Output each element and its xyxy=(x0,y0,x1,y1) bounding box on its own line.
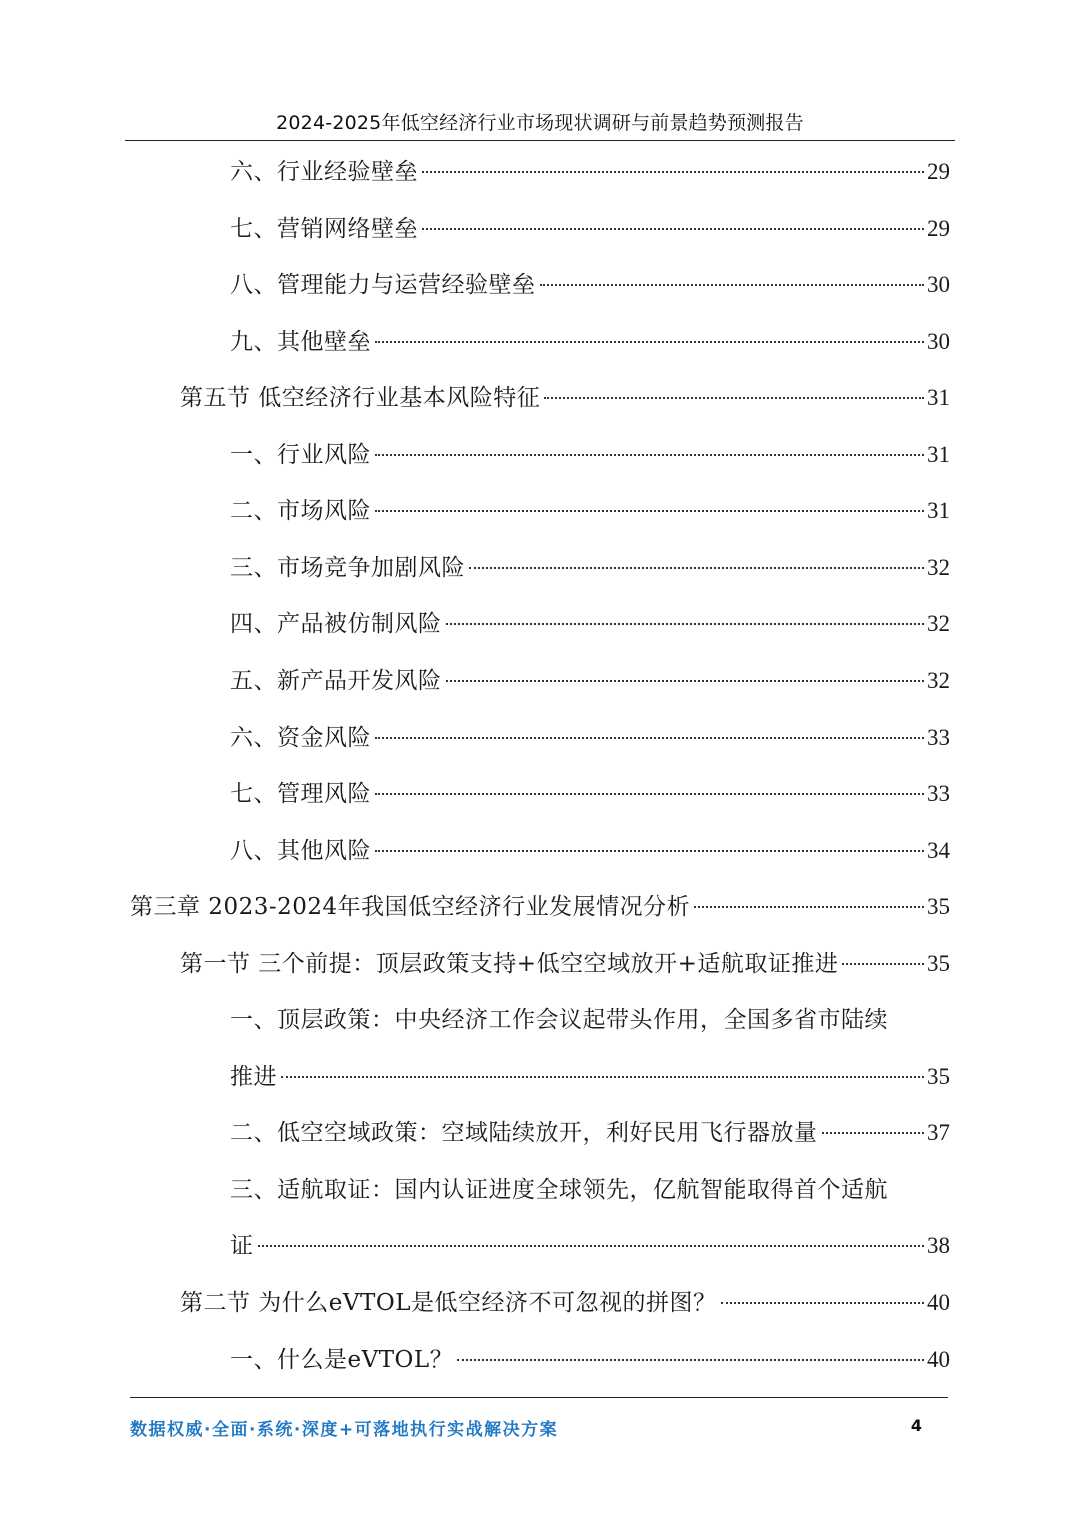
toc-dot-leader xyxy=(375,510,924,512)
toc-entry-label: 证 xyxy=(230,1233,254,1259)
toc-entry-page: 31 xyxy=(927,442,950,467)
toc-entry-page: 31 xyxy=(927,385,950,410)
toc-entry-page: 32 xyxy=(927,668,950,693)
toc-entry-page: 30 xyxy=(927,272,950,297)
toc-entry[interactable] xyxy=(230,1117,950,1149)
toc-dot-leader xyxy=(822,1132,925,1134)
toc-entry[interactable] xyxy=(230,213,950,245)
toc-entry-label: 一、什么是eVTOL？ xyxy=(230,1347,454,1373)
toc-dot-leader xyxy=(446,680,925,682)
toc-entry-label: 七、营销网络壁垒 xyxy=(230,216,418,242)
toc-entry[interactable] xyxy=(230,608,950,640)
toc-entry-label: 推进 xyxy=(230,1064,277,1090)
page-header-title: 2024-2025年低空经济行业市场现状调研与前景趋势预测报告 xyxy=(276,112,804,134)
footer-slogan: 数据权威·全面·系统·深度+可落地执行实战解决方案 xyxy=(130,1420,559,1440)
toc-entry[interactable] xyxy=(230,156,950,188)
toc-entry-page: 32 xyxy=(927,555,950,580)
toc-entry[interactable] xyxy=(230,269,950,301)
toc-entry[interactable] xyxy=(230,1344,950,1376)
toc-entry[interactable] xyxy=(230,1174,950,1206)
toc-entry-label: 二、市场风险 xyxy=(230,498,371,524)
toc-entry[interactable] xyxy=(230,439,950,471)
toc-entry-label: 六、资金风险 xyxy=(230,725,371,751)
toc-entry-page: 35 xyxy=(927,951,950,976)
toc-entry[interactable] xyxy=(230,778,950,810)
toc-entry-page: 29 xyxy=(927,159,950,184)
toc-entry[interactable] xyxy=(230,722,950,754)
toc-entry-label: 五、新产品开发风险 xyxy=(230,668,442,694)
toc-entry-chapter[interactable] xyxy=(130,891,950,923)
toc-dot-leader xyxy=(375,850,924,852)
toc-entry[interactable] xyxy=(230,665,950,697)
toc-dot-leader xyxy=(842,963,924,965)
toc-entry-page: 29 xyxy=(927,216,950,241)
toc-entry[interactable] xyxy=(230,1230,950,1262)
toc-dot-leader xyxy=(457,1359,924,1361)
toc-entry-page: 30 xyxy=(927,329,950,354)
toc-entry[interactable] xyxy=(230,552,950,584)
toc-entry-page: 37 xyxy=(927,1120,950,1145)
toc-entry-page: 33 xyxy=(927,725,950,750)
toc-entry[interactable] xyxy=(180,382,950,414)
toc-entry-page: 31 xyxy=(927,498,950,523)
toc-dot-leader xyxy=(281,1076,924,1078)
toc-entry-label: 四、产品被仿制风险 xyxy=(230,611,442,637)
toc-entry[interactable] xyxy=(230,326,950,358)
toc-entry-label: 九、其他壁垒 xyxy=(230,329,371,355)
toc-dot-leader xyxy=(422,171,924,173)
toc-entry-label: 八、其他风险 xyxy=(230,838,371,864)
toc-dot-leader xyxy=(375,793,924,795)
toc-entry-page: 35 xyxy=(927,894,950,919)
footer-divider xyxy=(130,1397,948,1398)
toc-entry-page: 40 xyxy=(927,1290,950,1315)
toc-dot-leader xyxy=(258,1245,925,1247)
toc-entry-label: 三、市场竞争加剧风险 xyxy=(230,555,465,581)
toc-entry-label: 第三章 2023-2024年我国低空经济行业发展情况分析 xyxy=(130,894,691,920)
toc-entry[interactable] xyxy=(180,1287,950,1319)
toc-entry-page: 40 xyxy=(927,1347,950,1372)
toc-dot-leader xyxy=(694,906,924,908)
toc-entry[interactable] xyxy=(230,835,950,867)
toc-entry-page: 33 xyxy=(927,781,950,806)
toc-dot-leader xyxy=(422,228,924,230)
toc-entry-label: 第二节 为什么eVTOL是低空经济不可忽视的拼图？ xyxy=(180,1290,717,1316)
toc-entry-label: 三、适航取证：国内认证进度全球领先，亿航智能取得首个适航 xyxy=(230,1177,888,1203)
toc-dot-leader xyxy=(540,284,925,286)
toc-entry-label: 二、低空空域政策：空域陆续放开，利好民用飞行器放量 xyxy=(230,1120,818,1146)
toc-entry-page: 35 xyxy=(927,1064,950,1089)
toc-entry-label: 六、行业经验壁垒 xyxy=(230,159,418,185)
toc-entry[interactable] xyxy=(230,495,950,527)
footer-page-number: 4 xyxy=(910,1416,922,1435)
toc-dot-leader xyxy=(375,454,924,456)
toc-entry[interactable] xyxy=(230,1061,950,1093)
toc-entry-label: 第一节 三个前提：顶层政策支持+低空空域放开+适航取证推进 xyxy=(180,951,839,977)
toc-entry[interactable] xyxy=(230,1004,950,1036)
toc-entry-page: 34 xyxy=(927,838,950,863)
toc-dot-leader xyxy=(375,737,924,739)
toc-entry[interactable] xyxy=(180,948,950,980)
toc-dot-leader xyxy=(375,341,924,343)
toc-dot-leader xyxy=(544,397,924,399)
toc-entry-label: 一、顶层政策：中央经济工作会议起带头作用，全国多省市陆续 xyxy=(230,1007,888,1033)
toc-dot-leader xyxy=(721,1302,924,1304)
toc-entry-label: 八、管理能力与运营经验壁垒 xyxy=(230,272,536,298)
toc-dot-leader xyxy=(469,567,924,569)
toc-entry-label: 一、行业风险 xyxy=(230,442,371,468)
toc-entry-label: 第五节 低空经济行业基本风险特征 xyxy=(180,385,541,411)
toc-entry-page: 32 xyxy=(927,611,950,636)
toc-entry-label: 七、管理风险 xyxy=(230,781,371,807)
toc-dot-leader xyxy=(446,623,925,625)
toc-entry-page: 38 xyxy=(927,1233,950,1258)
